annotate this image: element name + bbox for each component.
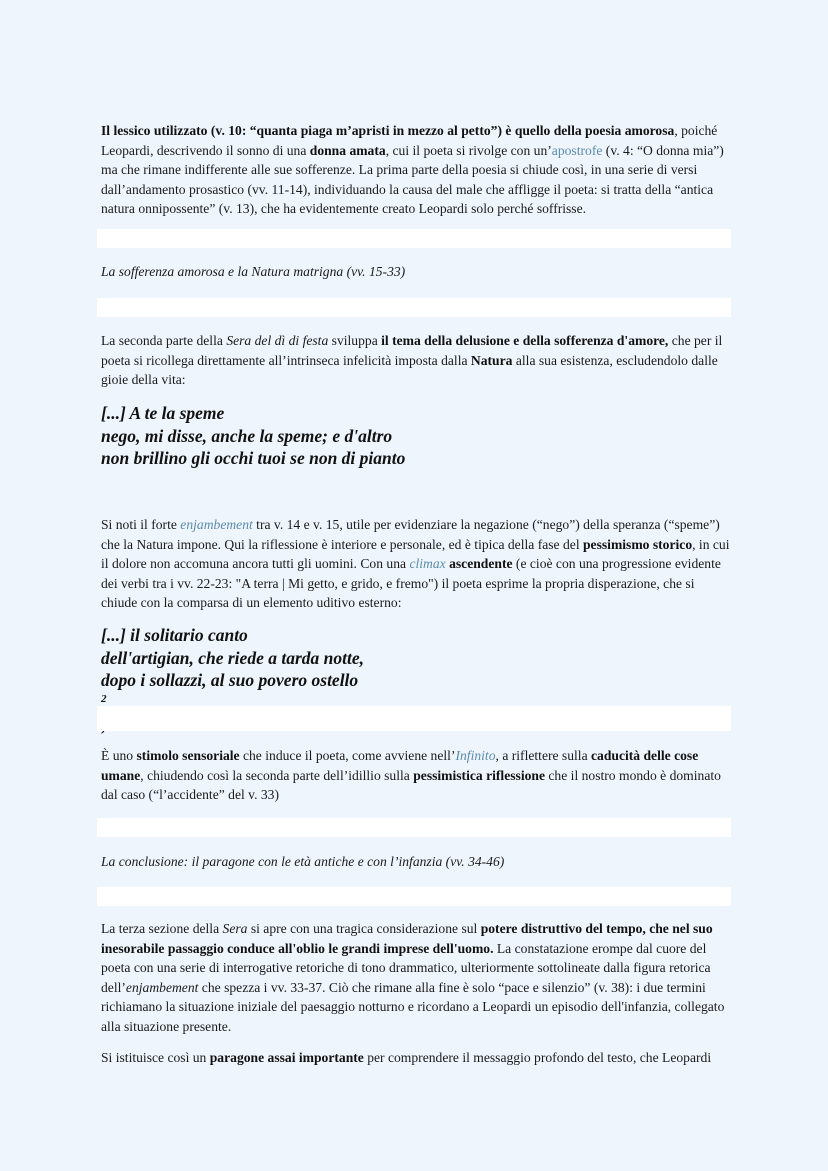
bold-text: caducità delle cose umane: [101, 748, 699, 783]
text: La terza sezione della: [101, 921, 223, 936]
text: È uno: [101, 748, 137, 763]
italic-term: enjambement: [125, 979, 199, 995]
divider-bar: [97, 887, 731, 906]
divider-bar: [97, 818, 731, 837]
verse-line: [...] A te la speme: [101, 403, 225, 423]
verse-text: dopo i sollazzi, al suo povero ostello: [101, 670, 359, 690]
text: Si istituisce così un: [101, 1050, 210, 1065]
link-climax[interactable]: climax: [409, 556, 446, 572]
text: per comprendere il messaggio profondo del testo, che Leopardi: [363, 1050, 712, 1065]
verse-line: [...] il solitario canto: [101, 625, 248, 645]
text: , cui il poeta si rivolge con un’: [385, 142, 552, 158]
verse-line: nego, mi disse, anche la speme; e d'altro: [101, 425, 393, 446]
bold-text: il tema della delusione e della sofferenza d'amore,: [381, 333, 669, 348]
divider-bar: [97, 298, 731, 317]
text: , in cui il dolore non accomuna ancora tutti gli uomini. Con una: [101, 536, 730, 572]
link-infinito[interactable]: Infinito: [455, 748, 496, 763]
paragraph-terza-sezione: [101, 919, 731, 1037]
text: alla sua esistenza, escludendolo dalle gioie della vita:: [101, 352, 718, 388]
text: (e cioè con una progressione evidente dei verbi tra i vv. 22-23: "A terra | Mi getto, e grido, e fremo") il poeta esprime la propria disperazione, che si chiude con la comparsa di un elemento uditivo esterno:: [101, 556, 721, 611]
paragraph-seconda-parte: [101, 331, 731, 390]
bold-text: donna amata: [309, 142, 386, 158]
text: La constatazione erompe dal cuore del poeta con una serie di interrogative retoriche di tono drammatico, ulteriormente sottolineate dalla figura retorica dell’: [101, 940, 711, 995]
bold-text: paragone assai importante: [209, 1050, 364, 1065]
verse-line: non brillino gli occhi tuoi se non di pianto: [101, 448, 406, 468]
bold-text: ascendente: [449, 556, 513, 572]
bold-text: potere distruttivo del tempo, che nel suo inesorabile passaggio conduce all'oblio le grandi imprese dell'uomo.: [101, 921, 713, 956]
italic-title: Sera del dì di festa: [226, 333, 329, 348]
link-enjambement[interactable]: enjambement: [180, 517, 253, 532]
text: , poiché Leopardi, descrivendo il sonno di una: [101, 123, 718, 158]
paragraph-enjambement: [101, 515, 731, 613]
text: che spezza i vv. 33-37. Ciò che rimane alla fine è solo “pace e silenzio” (v. 38): i due termini richiamano la situazione iniziale del paesaggio notturno e ricordano a Leopardi un episodio dell'infanzia, collegato alla situazione presente.: [101, 979, 725, 1034]
section-heading-sofferenza: La sofferenza amorosa e la Natura matrigna (vv. 15-33): [101, 264, 406, 279]
text: tra v. 14 e v. 15, utile per evidenziare la negazione (“nego”) della speranza (“speme”) che la Natura impone. Qui la riflessione è interiore e personale, ed è tipica della fase del: [101, 517, 720, 552]
text: che per il poeta si ricollega direttamente all’intrinseca infelicità imposta dalla: [101, 333, 723, 368]
paragraph-paragone: [101, 1048, 761, 1068]
bold-text: pessimismo storico: [583, 536, 693, 552]
divider-bar: [97, 706, 731, 731]
section-heading-conclusione: La conclusione: il paragone con le età antiche e con l’infanzia (vv. 34-46): [101, 854, 505, 869]
bold-text: Il lessico utilizzato (v. 10: “quanta piaga m’apristi in mezzo al petto”) è quello della poesia amorosa: [101, 123, 675, 138]
divider-bar: [97, 229, 731, 248]
text: , a riflettere sulla: [495, 748, 592, 763]
italic-title: Sera: [222, 921, 248, 936]
text: Si noti il forte: [101, 517, 181, 532]
text: che il nostro mondo è dominato dal caso (“l’accidente” del v. 33): [101, 767, 721, 803]
text: sviluppa: [328, 333, 382, 348]
text: , chiudendo così la seconda parte dell’idillio sulla: [140, 767, 414, 783]
verse-line: dell'artigian, che riede a tarda notte,: [101, 647, 364, 668]
text: si apre con una tragica considerazione sul: [247, 921, 481, 936]
bold-text: Natura: [470, 352, 513, 368]
text: (v. 4: “O donna mia”) ma che rimane indifferente alle sue sofferenze. La prima parte della poesia si chiude così, in una serie di versi dall’andamento prosastico (vv. 11-14), individuando la causa del male che affligge il poeta: si tratta della “antica natura onnipossente” (v. 13), che ha evidentemente creato Leopardi solo perché soffrisse.: [101, 142, 724, 217]
footnote-marker[interactable]: 2: [101, 692, 107, 705]
paragraph-lexicon: [101, 121, 731, 219]
bold-text: stimolo sensoriale: [136, 748, 240, 763]
bold-text: pessimistica riflessione: [413, 767, 545, 783]
text: che induce il poeta, come avviene nell’: [239, 748, 456, 763]
paragraph-stimolo: [101, 746, 731, 805]
verse-quote-speme: [101, 402, 405, 470]
link-apostrofe[interactable]: apostrofe: [551, 142, 603, 158]
text: La seconda parte della: [101, 333, 227, 348]
